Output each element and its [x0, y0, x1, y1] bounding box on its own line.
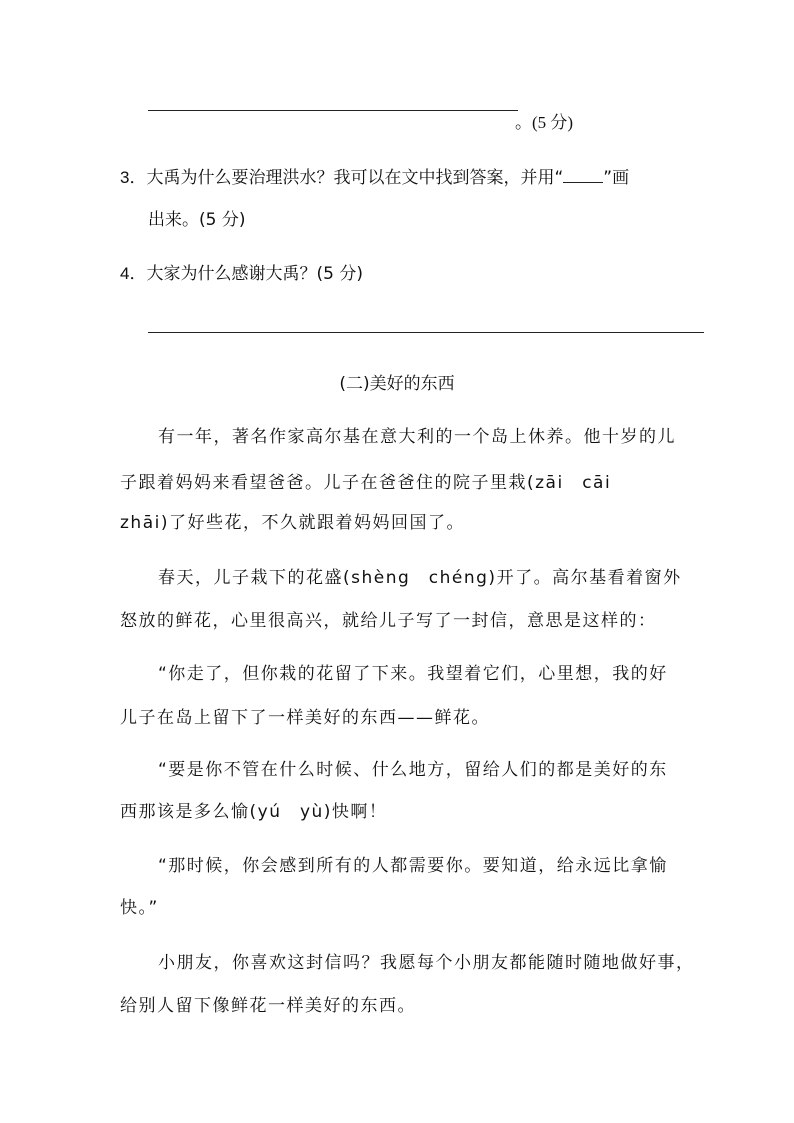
question-3-text: 大禹为什么要治理洪水？我可以在文中找到答案，并用“ — [146, 168, 564, 188]
passage-p6-line1: 小朋友，你喜欢这封信吗？我愿每个小朋友都能随时随地做好事， — [158, 953, 695, 973]
q2-score: 。(5 分) — [515, 113, 574, 132]
section-title: (二)美好的东西 — [339, 374, 455, 394]
question-3-line2: 出来。(5 分) — [148, 210, 246, 230]
passage-p1-line1: 有一年，著名作家高尔基在意大利的一个岛上休养。他十岁的儿 — [158, 427, 676, 447]
question-4-text: 大家为什么感谢大禹？(5 分) — [146, 264, 363, 284]
passage-p2-line1: 春天，儿子栽下的花盛(shèng chéng)开了。高尔基看着窗外 — [158, 568, 682, 588]
passage-p1-line3: zhāi)了好些花，不久就跟着妈妈回国了。 — [120, 513, 465, 533]
question-3-text-end: ”画 — [603, 168, 630, 188]
passage-p1-line2: 子跟着妈妈来看望爸爸。儿子在爸爸住的院子里栽(zāi cāi — [120, 473, 612, 493]
passage-p5-line2: 快。” — [120, 898, 159, 918]
question-3 — [120, 163, 629, 188]
passage-p5-line1: “那时候，你会感到所有的人都需要你。要知道，给永远比拿愉 — [158, 856, 668, 876]
passage-p4-line1: “要是你不管在什么时候、什么地方，留给人们的都是美好的东 — [158, 760, 668, 780]
underline-mark-blank — [563, 168, 603, 183]
passage-p2-line2: 怒放的鲜花，心里很高兴，就给儿子写了一封信，意思是这样的： — [120, 611, 657, 631]
question-3-number: 3． — [120, 168, 147, 187]
answer-line-q2[interactable] — [148, 110, 518, 111]
passage-p6-line2: 给别人留下像鲜花一样美好的东西。 — [120, 996, 416, 1016]
question-4 — [120, 259, 363, 284]
passage-p4-line2: 西那该是多么愉(yú yù)快啊！ — [120, 802, 388, 822]
passage-p3-line2: 儿子在岛上留下了一样美好的东西——鲜花。 — [120, 708, 490, 728]
question-4-number: 4． — [120, 264, 147, 283]
answer-line-q4[interactable] — [148, 332, 704, 333]
passage-p3-line1: “你走了，但你栽的花留了下来。我望着它们，心里想，我的好 — [158, 664, 668, 684]
